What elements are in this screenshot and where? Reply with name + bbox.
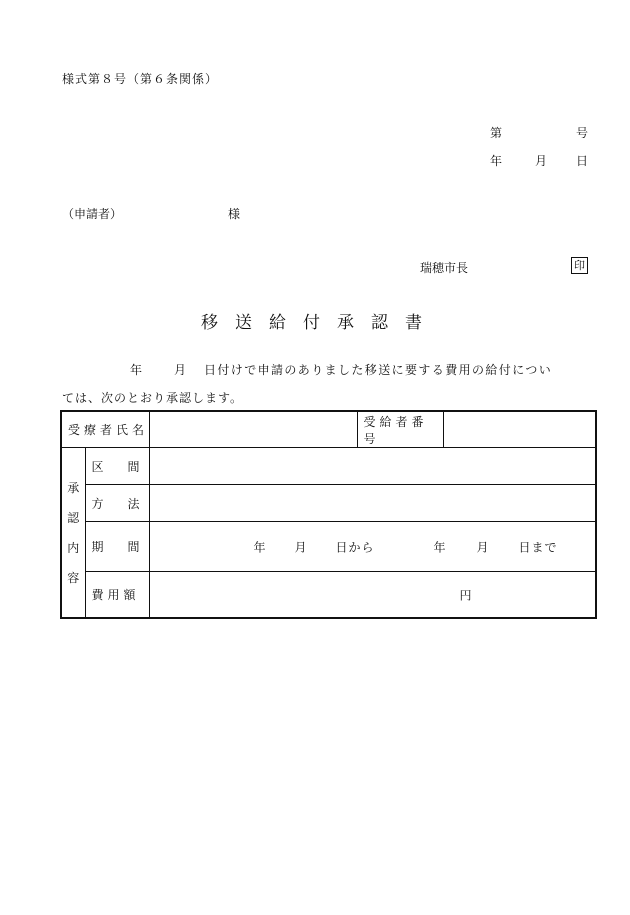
issue-date-month: 月 xyxy=(535,154,548,168)
form-number-label: 様式第８号（第６条関係） xyxy=(62,72,219,86)
period-field[interactable] xyxy=(149,522,596,572)
period-to-month: 月 xyxy=(476,540,489,554)
issue-date-day: 日 xyxy=(576,154,589,168)
section-row xyxy=(61,448,596,485)
applicant-honorific: 様 xyxy=(228,207,241,221)
applicant-label: （申請者） xyxy=(62,207,123,221)
period-from-day: 日から xyxy=(335,540,375,554)
period-from-month: 月 xyxy=(294,540,307,554)
method-label: 方 法 xyxy=(85,485,149,522)
document-number-suffix: 号 xyxy=(576,126,589,140)
cost-field[interactable] xyxy=(149,572,596,619)
cost-label: 費用額 xyxy=(85,572,149,619)
recipient-number-field[interactable] xyxy=(443,411,596,448)
body-month: 月 xyxy=(174,363,187,377)
period-from-year: 年 xyxy=(253,540,266,554)
patient-name-label: 受療者氏名 xyxy=(61,411,149,448)
period-to-day: 日まで xyxy=(518,540,558,554)
recipient-number-label: 受給者番号 xyxy=(357,411,443,448)
body-text-line-2: ては、次のとおり承認します。 xyxy=(62,391,244,405)
document-title: 移送給付承認書 xyxy=(201,313,439,333)
document-number-prefix: 第 xyxy=(490,126,503,140)
issue-date-year: 年 xyxy=(490,154,503,168)
method-row xyxy=(61,485,596,522)
approval-table xyxy=(60,410,597,619)
approval-content-label: 承 認 内 容 xyxy=(61,448,85,619)
issuer-name: 瑞穂市長 xyxy=(420,261,469,275)
seal-mark: 印 xyxy=(571,257,588,274)
section-field[interactable] xyxy=(149,448,596,485)
patient-name-field[interactable] xyxy=(149,411,357,448)
body-year: 年 xyxy=(130,363,143,377)
period-row xyxy=(61,522,596,572)
patient-row xyxy=(61,411,596,448)
cost-row xyxy=(61,572,596,619)
method-field[interactable] xyxy=(149,485,596,522)
period-to-year: 年 xyxy=(433,540,446,554)
period-label: 期 間 xyxy=(85,522,149,572)
body-line-1-text: 日付けで申請のありました移送に要する費用の給付につい xyxy=(204,363,553,377)
section-label: 区 間 xyxy=(85,448,149,485)
yen-unit: 円 xyxy=(459,588,472,602)
